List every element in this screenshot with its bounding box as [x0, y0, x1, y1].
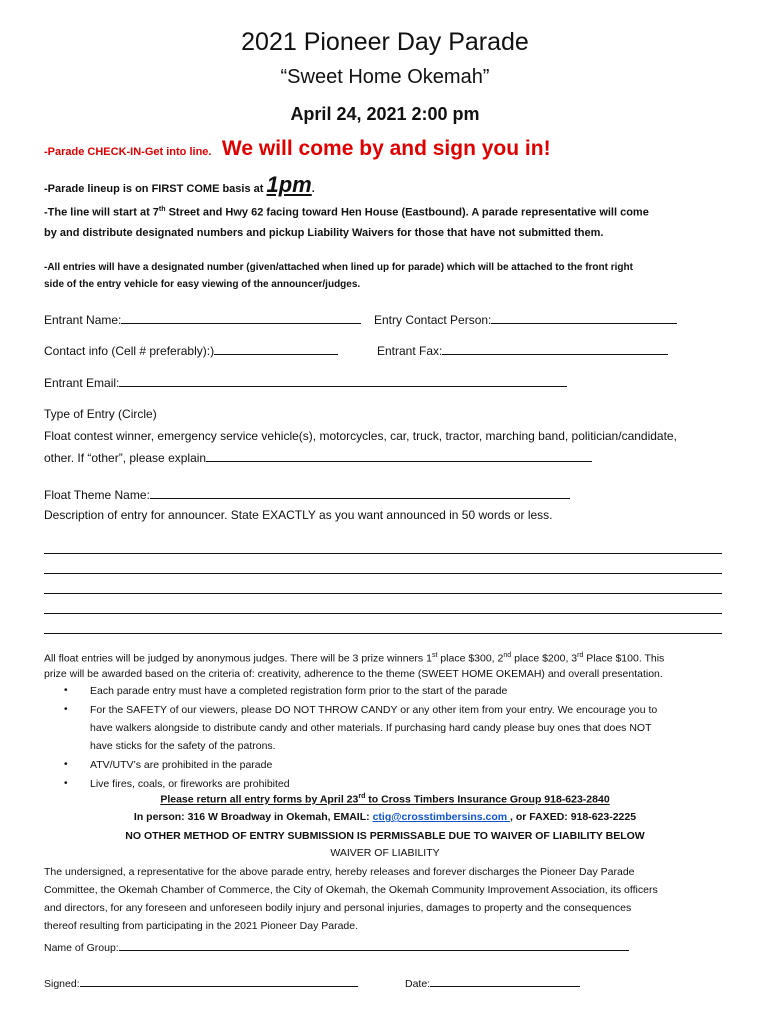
description-line[interactable]	[44, 613, 722, 614]
bullet-icon: •	[64, 759, 68, 770]
lineup-note	[44, 172, 315, 198]
sup: th	[158, 206, 166, 213]
rule-item-cont: have walkers alongside to distribute candy and other materials. If purchasing hard candy please buy ones that does NOT	[90, 722, 652, 734]
judging-1	[44, 652, 664, 665]
line-start-1	[44, 206, 649, 219]
t: to Cross Timbers Insurance Group 918-623-2840	[365, 793, 610, 806]
text: -The line will start at 7	[44, 206, 159, 219]
judging-2: prize will be awarded based on the criteria of: creativity, adherence to the theme (SWEET HOME OKEMAH) and overall presentation.	[44, 668, 663, 680]
lineup-time: 1pm	[266, 172, 312, 197]
contact-person-field[interactable]	[374, 312, 677, 327]
waiver-title: WAIVER OF LIABILITY	[330, 847, 440, 859]
sup: nd	[503, 652, 512, 659]
t: place $200, 3	[511, 652, 578, 665]
waiver-line: The undersigned, a representative for the above parade entry, hereby releases and forever discharges the Pioneer Day Parade	[44, 866, 635, 878]
sup: rd	[358, 793, 366, 800]
entries-1: -All entries will have a designated number (given/attached when lined up for parade) which will be attached to the front right	[44, 262, 633, 273]
lineup-period: .	[311, 183, 315, 195]
checkin-prefix: -Parade CHECK-IN-Get into line.	[44, 146, 212, 158]
checkin-note	[44, 137, 551, 161]
waiver-line: Committee, the Okemah Chamber of Commerce, the City of Okemah, the Okemah Community Improvement Association, its officers	[44, 884, 658, 896]
line-start-2: by and distribute designated numbers and pickup Liability Waivers for those that have not submitted them.	[44, 227, 604, 239]
label: Contact info (Cell # preferably):)	[44, 344, 215, 358]
contact-info-field[interactable]	[44, 343, 338, 358]
date-field[interactable]	[405, 975, 580, 990]
description-line[interactable]	[44, 633, 722, 634]
float-theme-field[interactable]	[44, 487, 570, 502]
t: All float entries will be judged by anonymous judges. There will be 3 prize winners 1	[44, 652, 432, 665]
label: Entrant Email:	[44, 376, 120, 390]
label: other. If “other”, please explain	[44, 451, 207, 465]
entrant-name-field[interactable]	[44, 312, 361, 327]
label: Entrant Name:	[44, 313, 122, 327]
type-of-entry-label: Type of Entry (Circle)	[44, 407, 157, 421]
bullet-icon: •	[64, 778, 68, 789]
sup: st	[431, 652, 438, 659]
description-line[interactable]	[44, 573, 722, 574]
description-line[interactable]	[44, 593, 722, 594]
bullet-icon: •	[64, 685, 68, 696]
t: place $300, 2	[437, 652, 504, 665]
event-date: April 24, 2021 2:00 pm	[290, 104, 480, 124]
label: Signed:	[44, 978, 80, 990]
rule-item-cont: have sticks for the safety of the patrons.	[90, 740, 276, 752]
t: In person: 316 W Broadway in Okemah, EMAIL:	[133, 811, 373, 823]
return-deadline	[0, 793, 770, 806]
text: Street and Hwy 62 facing toward Hen House (Eastbound). A parade representative will come	[165, 206, 649, 219]
t: Please return all entry forms by April 23	[160, 793, 359, 806]
other-explain-field[interactable]	[44, 450, 592, 465]
group-name-field[interactable]	[44, 939, 629, 954]
label: Entrant Fax:	[377, 344, 443, 358]
label: Date:	[405, 978, 431, 990]
entrant-email-field[interactable]	[44, 375, 567, 390]
description-line[interactable]	[44, 553, 722, 554]
bullet-icon: •	[64, 704, 68, 715]
sup: rd	[577, 652, 584, 659]
entry-options[interactable]: Float contest winner, emergency service vehicle(s), motorcycles, car, truck, tractor, marching band, politician/candidate,	[44, 429, 677, 443]
entrant-fax-field[interactable]	[377, 343, 668, 358]
rule-item: Each parade entry must have a completed registration form prior to the start of the parade	[90, 685, 508, 697]
description-label: Description of entry for announcer. State EXACTLY as you want announced in 50 words or less.	[44, 508, 553, 522]
entries-2: side of the entry vehicle for easy viewing of the announcer/judges.	[44, 279, 361, 290]
rule-item: For the SAFETY of our viewers, please DO NOT THROW CANDY or any other item from your entry. We encourage you to	[90, 704, 658, 716]
checkin-headline: We will come by and sign you in!	[221, 137, 551, 160]
waiver-line: and directors, for any foreseen and unforeseen bodily injury and personal injuries, damages to property and the consequences	[44, 902, 632, 914]
waiver-line: thereof resulting from participating in the 2021 Pioneer Day Parade.	[44, 920, 359, 932]
theme: “Sweet Home Okemah”	[280, 66, 490, 88]
label: Entry Contact Person:	[374, 313, 492, 327]
t: Place $100. This	[583, 652, 665, 665]
label: Float Theme Name:	[44, 488, 150, 502]
signature-field[interactable]	[44, 975, 358, 990]
page-title: 2021 Pioneer Day Parade	[241, 28, 529, 56]
rule-item: ATV/UTV’s are prohibited in the parade	[90, 759, 273, 771]
label: Name of Group:	[44, 942, 119, 954]
rule-item: Live fires, coals, or fireworks are prohibited	[90, 778, 290, 790]
email-link[interactable]: ctig@crosstimbersins.com	[372, 811, 511, 823]
lineup-text: -Parade lineup is on FIRST COME basis at	[44, 183, 264, 195]
submission-methods	[0, 811, 770, 823]
no-other-method: NO OTHER METHOD OF ENTRY SUBMISSION IS PERMISSABLE DUE TO WAIVER OF LIABILITY BELOW	[125, 830, 645, 842]
t: , or FAXED: 918-623-2225	[510, 811, 637, 823]
